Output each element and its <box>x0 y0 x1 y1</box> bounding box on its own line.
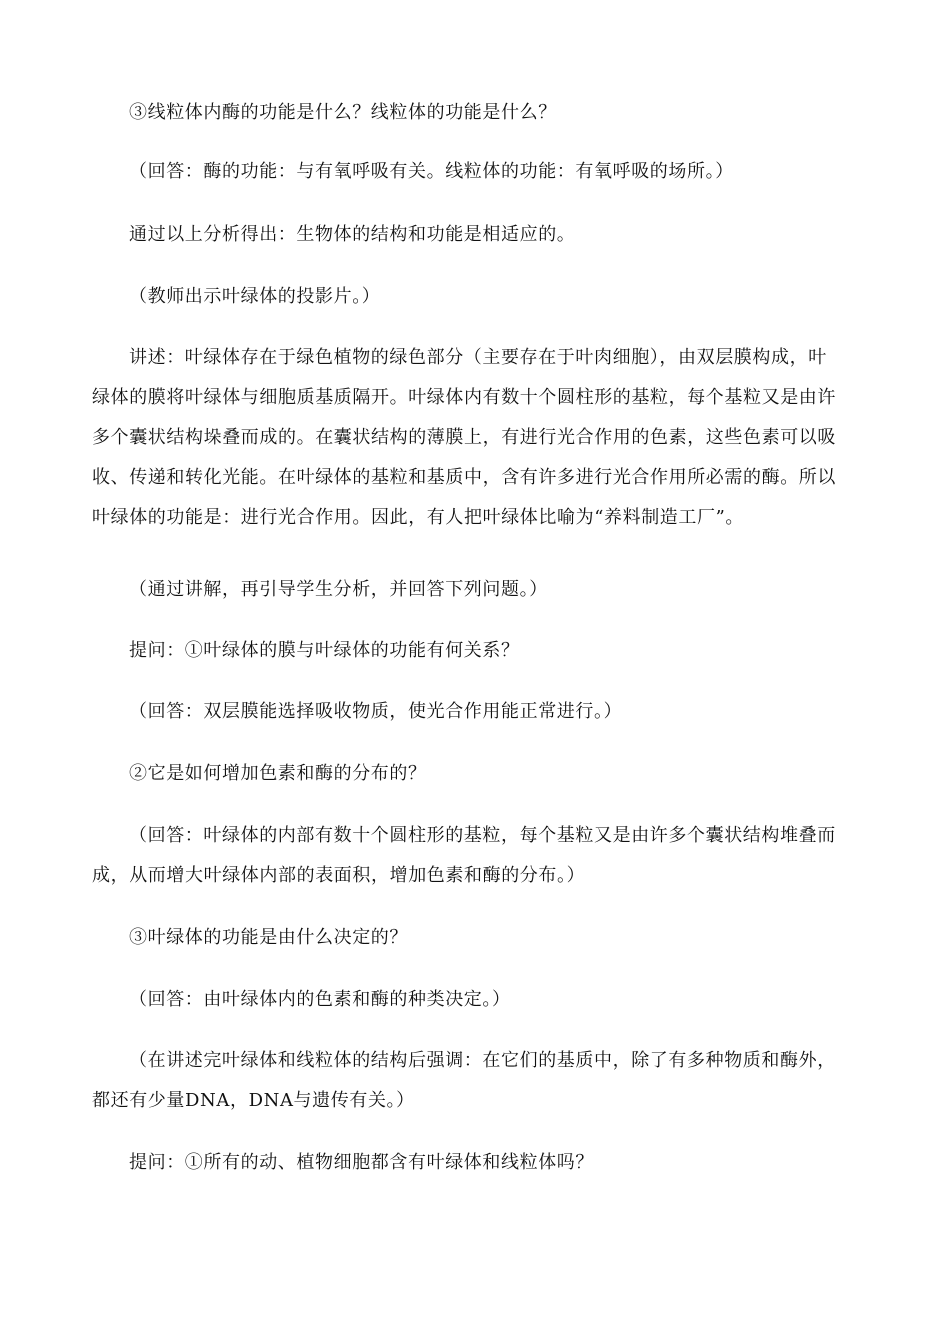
text-line: 多个囊状结构垛叠而成的。在囊状结构的薄膜上，有进行光合作用的色素，这些色素可以吸 <box>92 427 836 448</box>
text-line: （回答：酶的功能：与有氧呼吸有关。线粒体的功能：有氧呼吸的场所。） <box>129 161 734 182</box>
paragraph-chloroplast-answer-1 <box>92 692 858 732</box>
text-line: 收、传递和转化光能。在叶绿体的基粒和基质中，含有许多进行光合作用所必需的酶。所以 <box>92 467 836 488</box>
text-line: （在讲述完叶绿体和线粒体的结构后强调：在它们的基质中，除了有多种物质和酶外， <box>129 1050 836 1071</box>
text-line: （通过讲解，再引导学生分析，并回答下列问题。） <box>129 579 548 600</box>
text-line: （回答：由叶绿体内的色素和酶的种类决定。） <box>129 989 511 1010</box>
paragraph-mitochondria-question-3 <box>92 93 858 133</box>
paragraph-chloroplast-lecture <box>92 338 858 538</box>
text-line: 绿体的膜将叶绿体与细胞质基质隔开。叶绿体内有数十个圆柱形的基粒，每个基粒又是由许 <box>92 387 836 408</box>
paragraph-chloroplast-question-1 <box>92 631 858 671</box>
text-line: 提问：①叶绿体的膜与叶绿体的功能有何关系？ <box>129 640 520 661</box>
paragraph-mitochondria-answer <box>92 152 858 192</box>
paragraph-dna-emphasis <box>92 1041 858 1121</box>
paragraph-chloroplast-answer-3 <box>92 980 858 1020</box>
text-line: ③线粒体内酶的功能是什么？线粒体的功能是什么？ <box>129 102 557 123</box>
text-line: 通过以上分析得出：生物体的结构和功能是相适应的。 <box>129 224 576 245</box>
text-line: （教师出示叶绿体的投影片。） <box>129 286 381 307</box>
paragraph-teacher-slide <box>92 277 858 317</box>
text-line: 叶绿体的功能是：进行光合作用。因此，有人把叶绿体比喻为“养料制造工厂”。 <box>92 507 745 528</box>
paragraph-chloroplast-question-2 <box>92 754 858 794</box>
paragraph-chloroplast-question-3 <box>92 918 858 958</box>
text-line: （回答：双层膜能选择吸收物质，使光合作用能正常进行。） <box>129 701 623 722</box>
text-line: （回答：叶绿体的内部有数十个圆柱形的基粒，每个基粒又是由许多个囊状结构堆叠而 <box>129 825 836 846</box>
text-line: 都还有少量DNA，DNA与遗传有关。） <box>92 1090 415 1111</box>
text-line: 提问：①所有的动、植物细胞都含有叶绿体和线粒体吗？ <box>129 1152 594 1173</box>
paragraph-chloroplast-answer-2 <box>92 816 858 896</box>
paragraph-guide-analysis <box>92 570 858 610</box>
text-line: 成，从而增大叶绿体内部的表面积，增加色素和酶的分布。） <box>92 865 586 886</box>
text-line: ③叶绿体的功能是由什么决定的？ <box>129 927 408 948</box>
text-line: 讲述：叶绿体存在于绿色植物的绿色部分（主要存在于叶肉细胞），由双层膜构成，叶 <box>129 347 827 368</box>
paragraph-conclusion <box>92 215 858 255</box>
paragraph-final-question <box>92 1143 858 1183</box>
text-line: ②它是如何增加色素和酶的分布的？ <box>129 763 427 784</box>
